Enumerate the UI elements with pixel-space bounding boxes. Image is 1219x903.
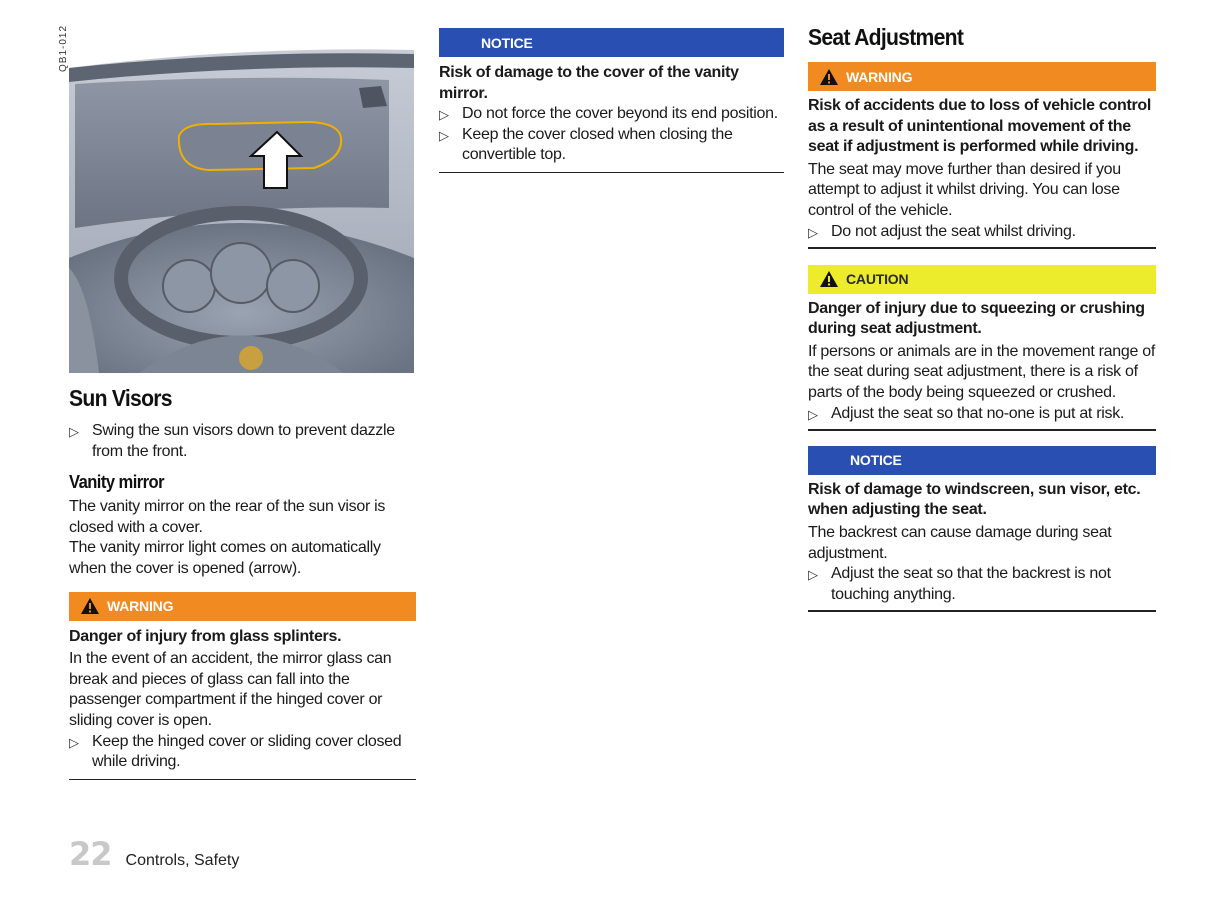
seat-adjustment-title: Seat Adjustment <box>808 24 964 50</box>
caution-heading: Danger of injury due to squeezing or crushing during seat adjustment. <box>808 299 1145 338</box>
vanity-mirror-title: Vanity mirror <box>69 472 164 493</box>
step-arrow-icon: ▷ <box>808 406 818 422</box>
vanity-mirror-paragraph-1: The vanity mirror on the rear of the sun visor is closed with a cover. <box>69 498 386 536</box>
warning-triangle-icon <box>820 69 838 85</box>
notice-heading: Risk of damage to windscreen, sun visor, etc. when adjusting the seat. <box>808 480 1141 519</box>
vanity-mirror-paragraph-2: The vanity mirror light comes on automatically when the cover is opened (arrow). <box>69 539 381 577</box>
warning-banner: WARNING <box>808 62 1156 91</box>
notice-step-2: ▷ Keep the cover closed when closing the convertible top. <box>439 125 733 164</box>
caution-triangle-icon <box>820 271 838 287</box>
caution-step: ▷ Adjust the seat so that no-one is put at risk. <box>808 404 1156 425</box>
notice-banner: NOTICE <box>808 446 1156 475</box>
section-divider <box>808 610 1156 612</box>
step-arrow-icon: ▷ <box>439 127 449 143</box>
figure-code: QB1-012 <box>58 24 69 72</box>
warning-heading: Risk of accidents due to loss of vehicle control as a result of unintentional movement of the seat if adjustment is performed while driving. <box>808 97 1152 156</box>
sun-visors-step: ▷ Swing the sun visors down to prevent dazzle from the front. <box>69 422 395 460</box>
section-divider <box>439 172 784 174</box>
column-left <box>69 28 416 780</box>
step-arrow-icon: ▷ <box>439 107 449 123</box>
notice-heading: Risk of damage to the cover of the vanity mirror. <box>439 64 739 102</box>
warning-text: The seat may move further than desired if you attempt to adjust it whilst driving. You can lose control of the vehicle. <box>808 160 1121 219</box>
notice-text: The backrest can cause damage during seat adjustment. <box>808 523 1112 562</box>
chapter-title: Controls, Safety <box>125 852 240 869</box>
warning-banner: WARNING <box>69 592 416 621</box>
page-number: 22 <box>69 835 112 873</box>
caution-text: If persons or animals are in the movement range of the seat during seat adjustment, there is a risk of parts of the body being squeezed or crushed. <box>808 342 1155 402</box>
warning-triangle-icon <box>81 598 99 614</box>
column-middle <box>439 28 784 173</box>
warning-heading: Danger of injury from glass splinters. <box>69 627 342 645</box>
step-arrow-icon: ▷ <box>808 567 818 583</box>
step-arrow-icon: ▷ <box>808 224 818 240</box>
warning-text: In the event of an accident, the mirror glass can break and pieces of glass can fall into the passenger compartment if the hinged cover or sliding cover is open. <box>69 650 392 729</box>
notice-step: ▷ Adjust the seat so that the backrest is not touching anything. <box>808 565 1111 603</box>
page-footer <box>69 835 239 873</box>
sun-visor-illustration <box>69 28 414 373</box>
section-divider <box>69 779 416 781</box>
notice-step-1: ▷ Do not force the cover beyond its end position. <box>439 104 784 125</box>
sun-visors-title: Sun Visors <box>69 385 172 411</box>
step-arrow-icon: ▷ <box>69 734 79 750</box>
notice-banner: NOTICE <box>439 28 784 57</box>
caution-banner: CAUTION <box>808 265 1156 294</box>
step-arrow-icon: ▷ <box>69 424 79 439</box>
column-right <box>808 24 1156 612</box>
warning-step: ▷ Keep the hinged cover or sliding cover closed while driving. <box>69 732 402 771</box>
warning-step: ▷ Do not adjust the seat whilst driving. <box>808 222 1156 243</box>
